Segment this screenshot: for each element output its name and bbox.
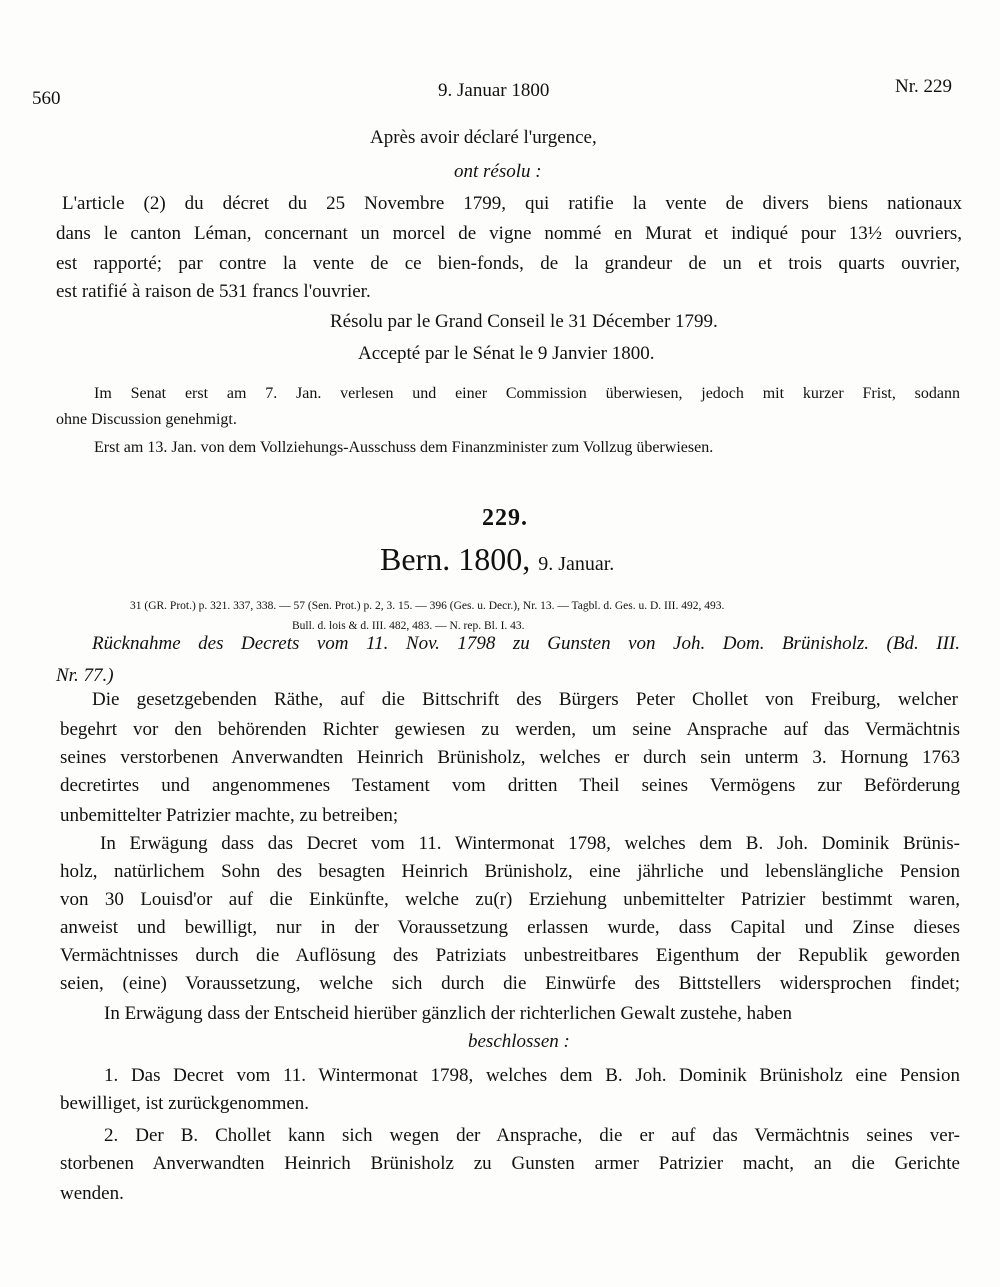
decree-text-line: dans le canton Léman, concernant un morcel de vigne nommé en Murat et indiqué pour 13½ ouvriers,: [56, 223, 962, 244]
subject-line: Nr. 77.): [56, 665, 114, 686]
decree-text-line: L'article (2) du décret du 25 Novembre 1799, qui ratifie la vente de divers biens nationaux: [62, 193, 962, 214]
paragraph-line: Vermächtnisses durch die Auflösung des Patriziats unbestreitbares Eigenthum der Republik geworden: [60, 945, 960, 966]
resolved-by-line: Résolu par le Grand Conseil le 31 Décember 1799.: [330, 311, 718, 332]
subject-line: Rücknahme des Decrets vom 11. Nov. 1798 zu Gunsten von Joh. Dom. Brünisholz. (Bd. III.: [92, 633, 960, 654]
paragraph-line: seien, (eine) Voraussetzung, welche sich durch die Einwürfe des Bittstellers widersprochen findet;: [60, 973, 960, 994]
header-date: 9. Januar 1800: [438, 80, 550, 101]
urgency-line: Après avoir déclaré l'urgence,: [370, 127, 597, 148]
title-date: 9. Januar.: [538, 553, 615, 575]
paragraph-line: unbemittelter Patrizier machte, zu betreiben;: [60, 805, 399, 826]
document-number: 229.: [482, 505, 528, 531]
paragraph-line: decretirtes und angenommenes Testament vom dritten Theil seines Vermögens zur Beförderung: [60, 775, 960, 796]
resolved-line: ont résolu :: [454, 161, 542, 182]
paragraph-line: von 30 Louisd'or auf die Einkünfte, welche zu(r) Erziehung unbemittelter Patrizier bestimmt waren,: [60, 889, 960, 910]
decree-text-line: est ratifié à raison de 531 francs l'ouvrier.: [56, 281, 371, 302]
paragraph-line: seines verstorbenen Anverwandten Heinrich Brünisholz, welches er durch sein unterm 3. Hornung 1763: [60, 747, 960, 768]
accepted-by-line: Accepté par le Sénat le 9 Janvier 1800.: [358, 343, 655, 364]
paragraph-line: holz, natürlichem Sohn des besagten Heinrich Brünisholz, eine jährliche und lebenslängliche Pension: [60, 861, 960, 882]
decision-item-line: 1. Das Decret vom 11. Wintermonat 1798, welches dem B. Joh. Dominik Brünisholz eine Pension: [104, 1065, 960, 1086]
sources-line: 31 (GR. Prot.) p. 321. 337, 338. — 57 (Sen. Prot.) p. 2, 3. 15. — 396 (Ges. u. Decr.), Nr. 13. — Tagbl. d. Ges. u. D. III. 492, 493.: [130, 600, 725, 612]
decision-item-line: storbenen Anverwandten Heinrich Brünisholz zu Gunsten armer Patrizier macht, an die Gerichte: [60, 1153, 960, 1174]
page-header: [32, 76, 952, 112]
paragraph-line: anweist und bewilligt, nur in der Voraussetzung erlassen wurde, dass Capital und Zinse dieses: [60, 917, 960, 938]
place-year: Bern. 1800,: [380, 541, 531, 577]
decision-item-line: bewilliget, ist zurückgenommen.: [60, 1093, 310, 1114]
decision-item-line: 2. Der B. Chollet kann sich wegen der Ansprache, die er auf das Vermächtnis seines ver-: [104, 1125, 960, 1146]
resolved-heading: beschlossen :: [468, 1031, 570, 1052]
senate-note-line: Im Senat erst am 7. Jan. verlesen und einer Commission überwiesen, jedoch mit kurzer Frist, sodann: [94, 385, 960, 402]
paragraph-line: Die gesetzgebenden Räthe, auf die Bittschrift des Bürgers Peter Chollet von Freiburg, welcher: [92, 689, 958, 710]
paragraph-line: In Erwägung dass das Decret vom 11. Wintermonat 1798, welches dem B. Joh. Dominik Brünis-: [100, 833, 960, 854]
document-title: [380, 540, 614, 583]
decree-text-line: est rapporté; par contre la vente de ce bien-fonds, de la grandeur de un et trois quarts ouvrier,: [56, 253, 960, 274]
senate-note-line: Erst am 13. Jan. von dem Vollziehungs-Ausschuss dem Finanzminister zum Vollzug überwiesen.: [94, 439, 714, 456]
sources-line: Bull. d. lois & d. III. 482, 483. — N. rep. Bl. I. 43.: [292, 620, 525, 632]
paragraph-line: begehrt vor den behörenden Richter gewiesen zu werden, um seine Ansprache auf das Vermächtnis: [60, 719, 960, 740]
senate-note-line: ohne Discussion genehmigt.: [56, 411, 237, 428]
page-number: 560: [32, 88, 61, 109]
decision-item-line: wenden.: [60, 1183, 124, 1204]
header-doc-number: Nr. 229: [895, 76, 952, 97]
paragraph-line: In Erwägung dass der Entscheid hierüber gänzlich der richterlichen Gewalt zustehe, haben: [104, 1003, 792, 1024]
